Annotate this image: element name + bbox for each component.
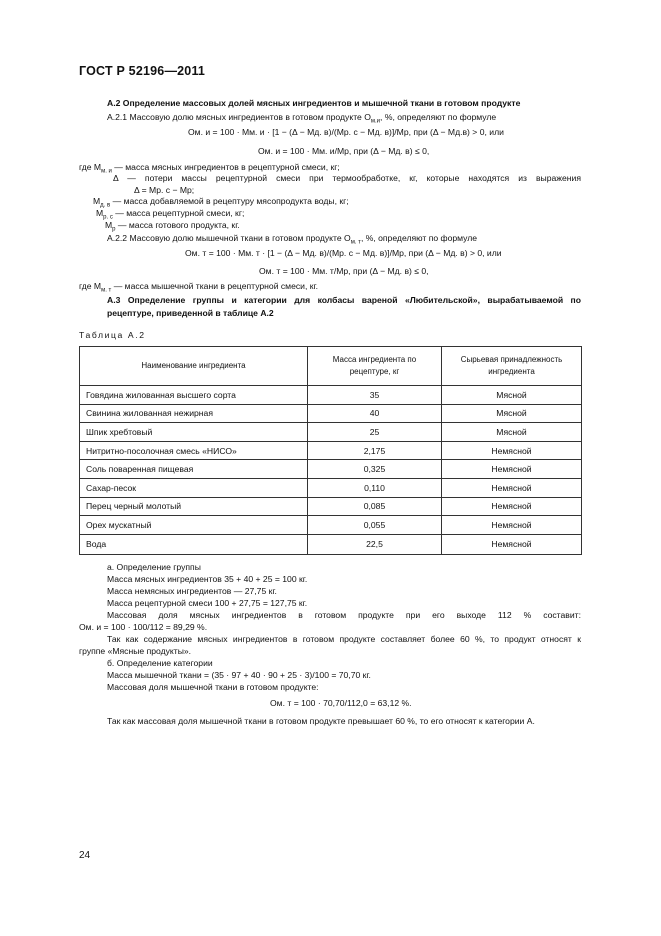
formula-4: Ом. т = 100 · Мм. т/Мр, при (Δ − Мд. в) ≤ 0, — [259, 266, 429, 276]
document-header: ГОСТ Р 52196—2011 — [79, 64, 206, 78]
group-definition-title: а. Определение группы — [107, 562, 201, 572]
paragraph-a2-1: А.2.1 Массовую долю мясных ингредиентов в готовом продукте $О_{м.и}$, %, определяют по формуле — [107, 112, 497, 125]
ingredient-origin: Мясной — [442, 404, 582, 423]
where-product-mass: $М_р$ — масса готового продукта, кг. — [105, 220, 240, 233]
table-row — [80, 404, 582, 423]
ingredients-table — [79, 346, 582, 555]
ingredient-name: Соль поваренная пищевая — [80, 460, 308, 479]
where-delta: Δ — потери массы рецептурной смеси при термообработке, кг, которые находятся из выражения — [113, 173, 581, 183]
header-origin: Сырьевая принадлежность ингредиента — [442, 347, 582, 386]
table-row — [80, 423, 582, 442]
ingredient-name: Вода — [80, 534, 308, 554]
group-conclusion-line2: группе «Мясные продукты». — [79, 646, 192, 656]
table-row — [80, 441, 582, 460]
section-a3-heading-line2: рецептуре, приведенной в таблице А.2 — [107, 308, 274, 318]
ingredient-mass: 40 — [308, 404, 442, 423]
ingredient-mass: 25 — [308, 423, 442, 442]
ingredient-name: Сахар-песок — [80, 478, 308, 497]
ingredient-name: Перец черный молотый — [80, 497, 308, 516]
group-conclusion-line1: Так как содержание мясных ингредиентов в готовом продукте составляет более 60 %, то продукт относят к — [107, 634, 581, 644]
section-a3-heading-line1: А.3 Определение группы и категории для колбасы вареной «Любительской», вырабатываемой по — [107, 295, 581, 305]
ingredient-origin: Немясной — [442, 497, 582, 516]
category-definition-title: б. Определение категории — [107, 658, 213, 668]
nonmeat-ingredients-mass: Масса немясных ингредиентов — 27,75 кг. — [107, 586, 277, 596]
delta-expression: Δ = Мр. с − Мр; — [134, 185, 195, 195]
table-row — [80, 478, 582, 497]
header-mass: Масса ингредиента по рецептуре, кг — [308, 347, 442, 386]
ingredient-name: Свинина жилованная нежирная — [80, 404, 308, 423]
formula-2: Ом. и = 100 · Мм. и/Мр, при (Δ − Мд. в) ≤ 0, — [258, 146, 430, 156]
where-muscle-mass: где $М_{м. т}$ — масса мышечной ткани в рецептурной смеси, кг. — [79, 281, 318, 294]
ingredient-origin: Немясной — [442, 460, 582, 479]
ingredient-mass: 0,085 — [308, 497, 442, 516]
meat-share-result: Ом. и = 100 · 100/112 = 89,29 %. — [79, 622, 208, 632]
ingredient-name: Говядина жилованная высшего сорта — [80, 386, 308, 405]
muscle-tissue-mass: Масса мышечной ткани = (35 · 97 + 40 · 90 + 25 · 3)/100 = 70,70 кг. — [107, 670, 371, 680]
ingredient-mass: 0,325 — [308, 460, 442, 479]
page-number: 24 — [79, 850, 91, 861]
ingredient-origin: Немясной — [442, 441, 582, 460]
recipe-mix-mass: Масса рецептурной смеси 100 + 27,75 = 127,75 кг. — [107, 598, 308, 608]
ingredient-mass: 0,110 — [308, 478, 442, 497]
formula-3: Ом. т = 100 · Мм. т · [1 − (Δ − Мд. в)/(Мр. с − Мд. в)]/Мр, при (Δ − Мд. в) > 0, или — [185, 248, 502, 258]
ingredient-name: Нитритно-посолочная смесь «НИСО» — [80, 441, 308, 460]
where-mix-mass: $М_{р. с}$ — масса рецептурной смеси, кг; — [96, 208, 245, 221]
where-water-mass: $М_{д. в}$ — масса добавляемой в рецептуру мясопродукта воды, кг; — [93, 196, 349, 209]
table-row — [80, 386, 582, 405]
table-row — [80, 534, 582, 554]
category-conclusion: Так как массовая доля мышечной ткани в готовом продукте превышает 60 %, то его относят к категории А. — [107, 716, 535, 726]
ingredient-mass: 22,5 — [308, 534, 442, 554]
ingredient-origin: Немясной — [442, 478, 582, 497]
table-row — [80, 460, 582, 479]
formula-1: Ом. и = 100 · Мм. и · [1 − (Δ − Мд. в)/(Мр. с − Мд. в)]/Мр, при (Δ − Мд.в) > 0, или — [188, 127, 504, 137]
table-header-row — [80, 347, 582, 386]
section-a2-heading: А.2 Определение массовых долей мясных ингредиентов и мышечной ткани в готовом продукте — [107, 98, 521, 108]
ingredient-origin: Немясной — [442, 516, 582, 535]
meat-ingredients-mass: Масса мясных ингредиентов 35 + 40 + 25 = 100 кг. — [107, 574, 308, 584]
ingredient-origin: Мясной — [442, 423, 582, 442]
ingredient-name: Шпик хребтовый — [80, 423, 308, 442]
meat-share-statement: Массовая доля мясных ингредиентов в готовом продукте при его выходе 112 % составит: — [107, 610, 581, 620]
table-row — [80, 516, 582, 535]
ingredient-name: Орех мускатный — [80, 516, 308, 535]
table-row — [80, 497, 582, 516]
header-ingredient: Наименование ингредиента — [80, 347, 308, 386]
table-caption: Таблица А.2 — [79, 330, 146, 340]
muscle-share-result: Ом. т = 100 · 70,70/112,0 = 63,12 %. — [270, 698, 412, 708]
ingredient-origin: Немясной — [442, 534, 582, 554]
ingredient-mass: 2,175 — [308, 441, 442, 460]
muscle-share-label: Массовая доля мышечной ткани в готовом продукте: — [107, 682, 319, 692]
where-meat-mass: где $М_{м. и}$ — масса мясных ингредиентов в рецептурной смеси, кг; — [79, 162, 340, 175]
ingredient-mass: 35 — [308, 386, 442, 405]
ingredient-mass: 0,055 — [308, 516, 442, 535]
paragraph-a2-2: А.2.2 Массовую долю мышечной ткани в готовом продукте $О_{м. т}$, %, определяют по формуле — [107, 233, 478, 246]
ingredient-origin: Мясной — [442, 386, 582, 405]
